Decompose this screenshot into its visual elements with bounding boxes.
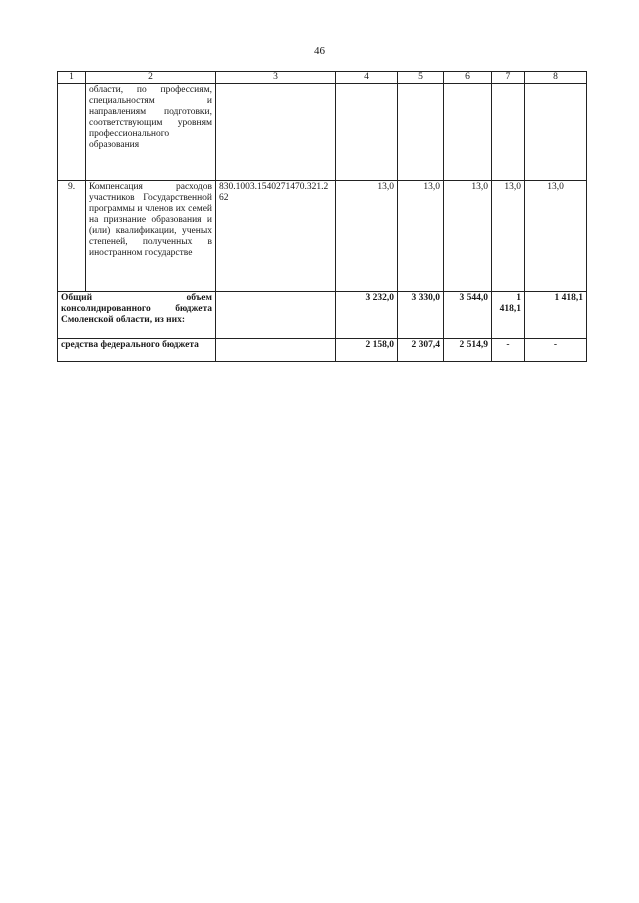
value-cell-8: - [525, 339, 587, 362]
row-name-cell: Компенсация расходов участников Государственной программы и членов их семей на признание образования и (или) квалификации, ученых степеней, полученных в иностранном государстве [86, 181, 216, 292]
column-number: 7 [492, 72, 525, 84]
value-cell-7: 13,0 [492, 181, 525, 292]
table-row-continued [58, 84, 587, 181]
budget-code-cell [216, 339, 336, 362]
value-cell-8: 13,0 [525, 181, 587, 292]
value-cell-8: 1 418,1 [525, 292, 587, 339]
value-cell-5 [398, 84, 444, 181]
budget-code-cell [216, 292, 336, 339]
column-number: 5 [398, 72, 444, 84]
value-cell-5: 13,0 [398, 181, 444, 292]
value-cell-7: 1 418,1 [492, 292, 525, 339]
column-number: 3 [216, 72, 336, 84]
table-row-federal [58, 339, 587, 362]
row-name-cell: области, по профессиям, специальностям и направлениям подготовки, соответствующим уровням профессионального образования [86, 84, 216, 181]
value-cell-6: 3 544,0 [444, 292, 492, 339]
value-cell-4 [336, 84, 398, 181]
value-cell-7: - [492, 339, 525, 362]
table-row-item-9 [58, 181, 587, 292]
row-number-cell [58, 84, 86, 181]
value-cell-8 [525, 84, 587, 181]
row-number-cell: 9. [58, 181, 86, 292]
budget-table [57, 71, 587, 362]
page-number: 46 [314, 45, 325, 57]
value-cell-5: 3 330,0 [398, 292, 444, 339]
value-cell-5: 2 307,4 [398, 339, 444, 362]
budget-code-cell: 830.1003.1540271470.321.262 [216, 181, 336, 292]
column-number: 4 [336, 72, 398, 84]
federal-name-cell: средства федерального бюджета [58, 339, 216, 362]
value-cell-6: 2 514,9 [444, 339, 492, 362]
value-cell-7 [492, 84, 525, 181]
column-number: 8 [525, 72, 587, 84]
value-cell-6 [444, 84, 492, 181]
table-row-total [58, 292, 587, 339]
value-cell-6: 13,0 [444, 181, 492, 292]
column-number: 1 [58, 72, 86, 84]
value-cell-4: 3 232,0 [336, 292, 398, 339]
total-name-cell: Общий объем консолидированного бюджета Смоленской области, из них: [58, 292, 216, 339]
value-cell-4: 13,0 [336, 181, 398, 292]
column-number: 6 [444, 72, 492, 84]
value-cell-4: 2 158,0 [336, 339, 398, 362]
column-number: 2 [86, 72, 216, 84]
column-number-row [58, 72, 587, 84]
budget-code-cell [216, 84, 336, 181]
